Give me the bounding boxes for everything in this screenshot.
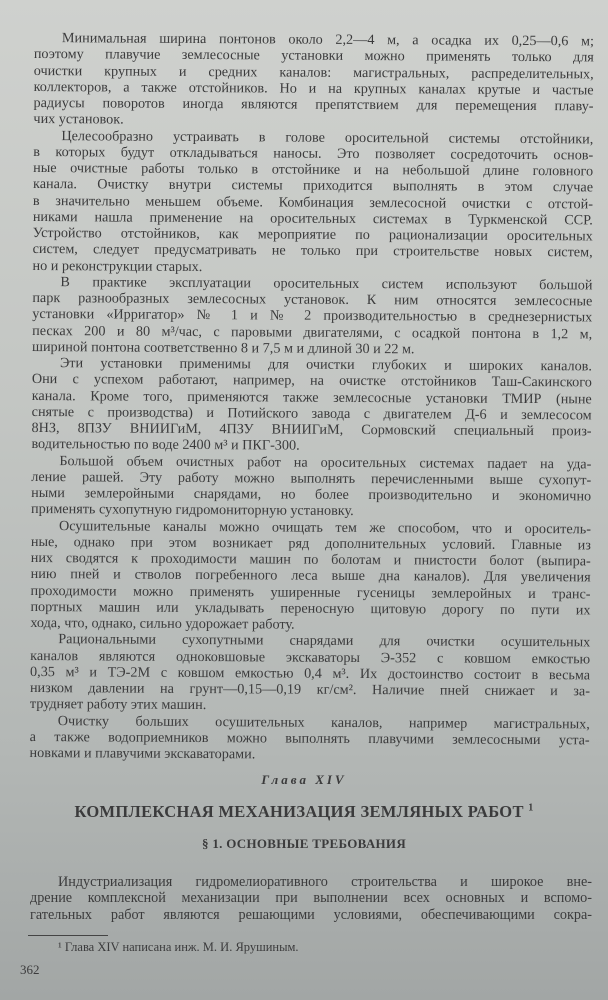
text-line: ные, однако при этом возникает ряд дополнительных условий. Главные из [30, 533, 591, 554]
text-line: 8НЗ, 8ПЗУ ВНИИГиМ, 4ПЗУ ВНИИГиМ, Сормовский специальный произ- [31, 419, 592, 440]
chapter-title [0, 802, 608, 822]
chapter-title-text: КОМПЛЕКСНАЯ МЕХАНИЗАЦИЯ ЗЕМЛЯНЫХ РАБОТ [74, 802, 524, 821]
text-line: очистки крупных и средних каналов: магистральных, распределительных, [33, 62, 594, 82]
text-line: снятые с производства) и Потийского завода с двигателем Д-6 и землесосом [31, 403, 592, 424]
footnote-divider [28, 935, 108, 936]
paragraph [31, 452, 591, 520]
footnote: ¹ Глава XIV написана инж. М. И. Ярушиным. [58, 940, 299, 954]
text-line: Устройство отстойников, как мероприятие по рационализации оросительных [32, 224, 593, 245]
paragraph [33, 127, 594, 277]
text-line: 0,35 м³ и ТЭ-2М с ковшом емкостью 0,4 м³. Их достоинство состоит в весьма [30, 663, 591, 684]
page-number: 362 [20, 962, 40, 977]
text-line: систем, следует предусматривать не только при строительстве новых систем, [32, 241, 593, 261]
text-line: Индустриализация гидромелиоративного строительства и широкое вне- [58, 874, 592, 890]
text-line: применять сухопутную гидромониторную установку. [31, 501, 354, 520]
text-line: но и реконструкции старых. [32, 257, 203, 275]
text-line: хода, что, однако, сильно удорожает работу. [30, 614, 295, 633]
paragraph [30, 631, 590, 716]
text-line: новками и плавучими экскаваторами. [29, 744, 256, 763]
text-line: канала. Кроме того, применяются также землесосные установки ТМИР (ныне [31, 387, 592, 407]
text-line: В практике эксплуатации оросительных систем используют большой [60, 273, 593, 294]
text-line: водительностью по воде 2400 м³ и ПКГ-300. [31, 436, 300, 454]
text-line: радиусы поворотов иногда являются препятствием для перемещения плаву- [33, 94, 594, 115]
text-line: поэтому плавучие землесосные установки можно применять только для [33, 46, 594, 66]
text-line: проходимости можно применять уширенные гусеницы землеройных и транс- [30, 582, 591, 602]
body-text [30, 30, 594, 765]
text-line: а также водоприемников можно выполнять плавучими землесосными уста- [29, 728, 590, 749]
text-line: Осушительные каналы можно очищать тем же способом, что и ороситель- [58, 517, 592, 537]
text-line: ными землеройными снарядами, но более производительно и экономично [31, 484, 592, 505]
text-line: в значительно меньшем объеме. Комбинация землесосной очистки с отстой- [32, 192, 593, 212]
text-line: низком давлении на грунт—0,15—0,19 кг/см². Наличие пней снижает и за- [29, 679, 591, 700]
text-line: Минимальная ширина понтонов около 2,2—4 м, а осадка их 0,25—0,6 м; [61, 30, 594, 50]
text-line: трудняет работу этих машин. [29, 696, 207, 714]
text-line: Очистку больших осушительных каналов, например магистральных, [57, 712, 590, 732]
text-line: парк разнообразных землесосных установок. К ним относятся землесосные [32, 289, 593, 310]
text-line: установки «Ирригатор» № 1 и № 2 производительностью в среднезернистых [32, 306, 593, 326]
text-line: Целесообразно устраивать в голове оросительной системы отстойники, [61, 127, 594, 147]
text-line: ные очистные работы только в отстойнике и на небольшой длине головного [33, 159, 594, 180]
text-line: никами нашла применение на оросительных системах в Туркменской ССР. [32, 208, 593, 229]
text-line: Рациональными сухопутными снарядами для очистки осушительных [58, 631, 591, 651]
text-line: в которых будут откладываться наносы. Это позволяет сосредоточить основ- [33, 143, 594, 164]
section-title: § 1. ОСНОВНЫЕ ТРЕБОВАНИЯ [201, 836, 407, 851]
text-line: каналов являются одноковшовые экскаваторы Э-352 с ковшом емкостью [30, 647, 591, 667]
paragraph [30, 517, 591, 634]
text-line: чих установок. [33, 111, 124, 128]
footnote-mark: 1 [528, 802, 534, 814]
text-line: канала. Очистку внутри системы приходится выполнять в этом случае [33, 176, 594, 196]
text-line: коллекторов, а также отстойников. Но и на крупных каналах крутые и частые [33, 78, 594, 99]
text-line: дрение комплексной механизации при выполнении всех основных и вспомо- [30, 890, 592, 907]
text-line: нию пней и стволов погребенного леса выше дна каналов). Для увеличения [30, 566, 591, 586]
paragraph [31, 355, 592, 456]
text-line: портных машин или укладывать переносную щитовую дорогу по пути их [30, 598, 591, 619]
text-line: Большой объем очистных работ на оросительных системах падает на уда- [59, 452, 592, 472]
paragraph [32, 274, 592, 359]
text-line: ление рашей. Эту работу можно выполнять перечисленными выше сухопут- [31, 468, 592, 489]
text-line: песках 200 и 80 м³/час, с паровыми двигателями, с осадкой понтона в 1,2 м, [32, 322, 593, 342]
text-line: шириной понтона соответственно 8 и 7,5 м и длиной 30 и 22 м. [32, 338, 415, 358]
text-line: гательных работ являются решающими условиями, обеспечивающими сокра- [30, 906, 592, 923]
paragraph [30, 874, 592, 923]
paragraph [30, 712, 590, 764]
chapter-heading [0, 772, 608, 852]
text-line: Эти установки применимы для очистки глубоких и широких каналов. [59, 355, 593, 375]
chapter-body-text [30, 874, 592, 923]
text-line: них сводятся к проходимости машин по болотам и пнистости болот (выпира- [30, 549, 591, 570]
chapter-label: Глава XIV [261, 772, 347, 787]
paragraph [33, 30, 594, 131]
text-line: Они с успехом работают, например, на очистке отстойников Таш-Сакинского [31, 371, 592, 391]
